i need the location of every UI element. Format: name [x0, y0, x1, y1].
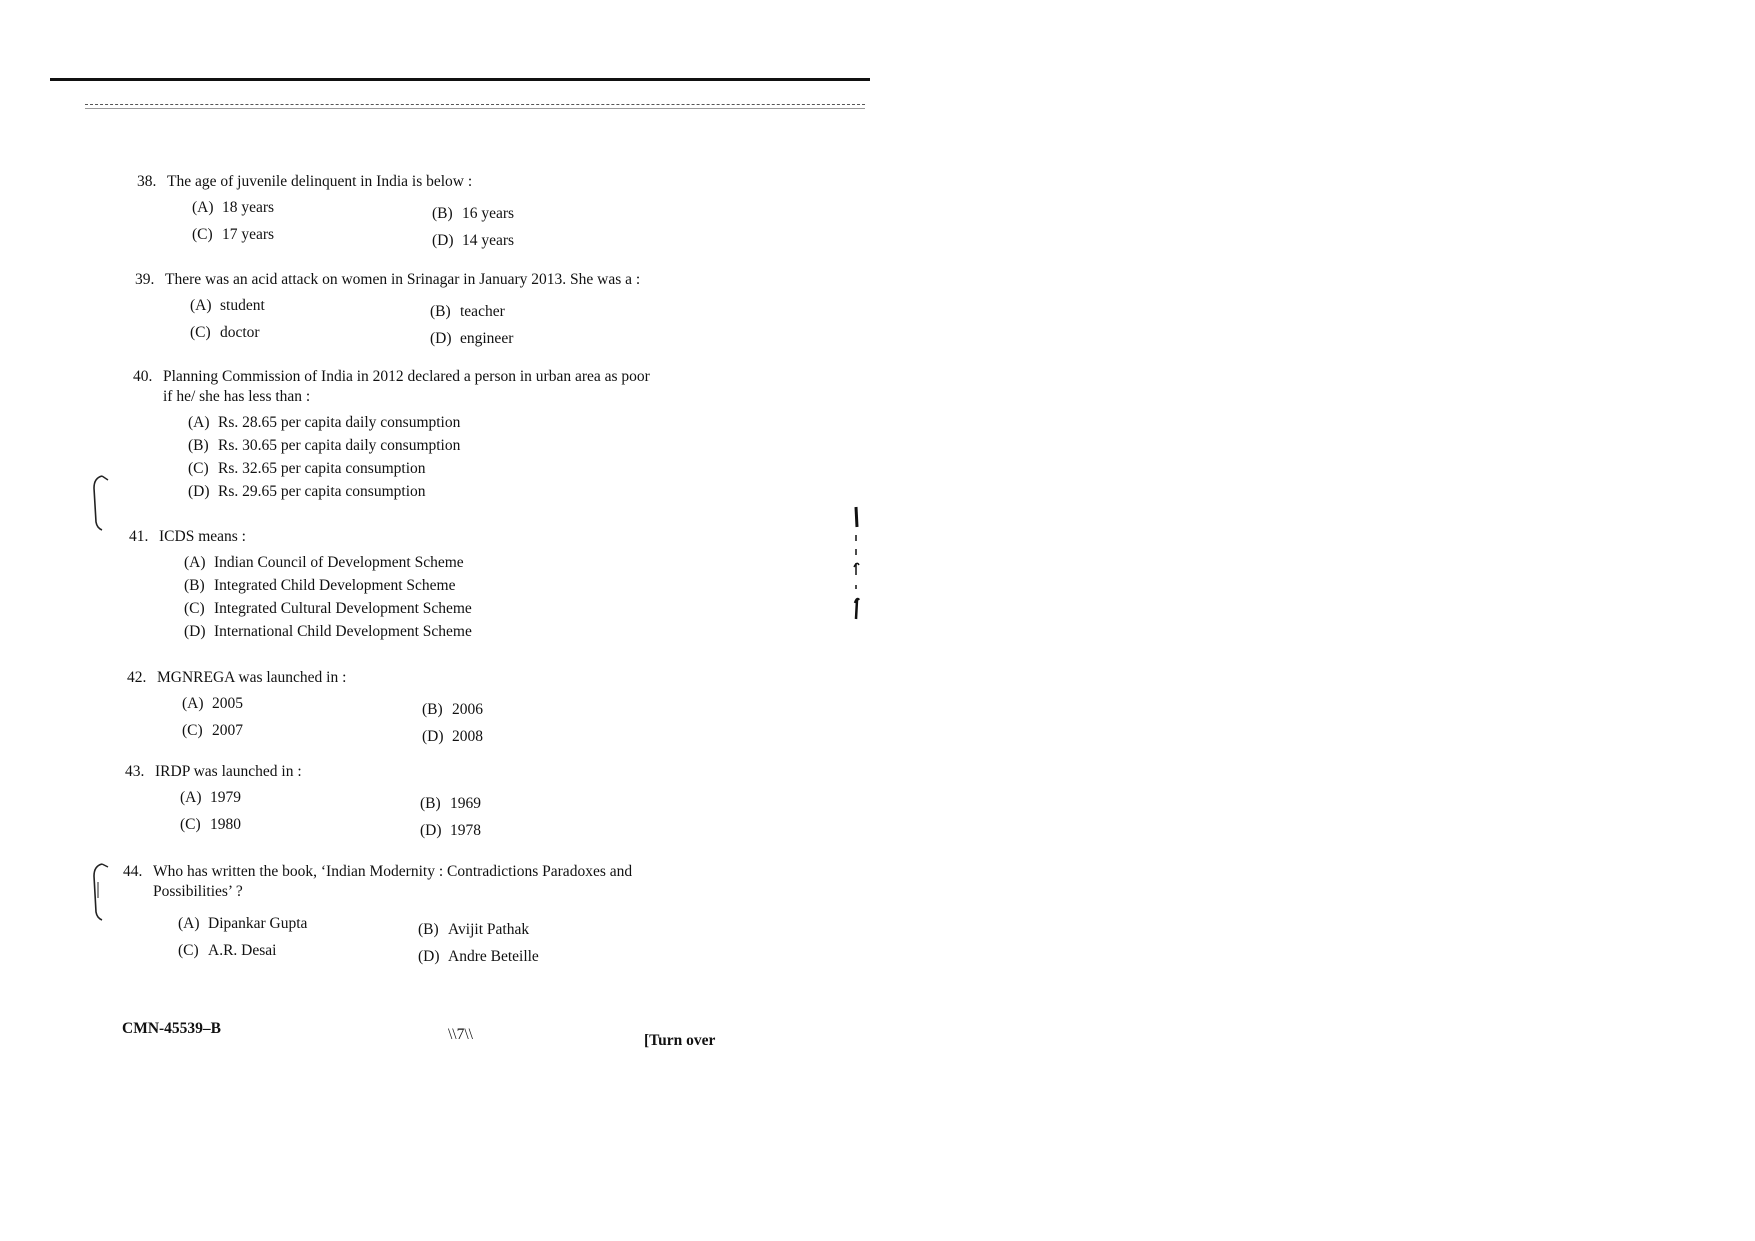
- option-c: (C) doctor: [190, 323, 260, 341]
- option-b: (B) 2006: [422, 700, 483, 718]
- question-number: 44.: [123, 863, 143, 880]
- option-b: (B) Avijit Pathak: [418, 920, 530, 938]
- option-a: (A) Rs. 28.65 per capita daily consumption: [188, 413, 461, 431]
- question-42: [127, 668, 622, 745]
- question-number: 38.: [137, 173, 157, 190]
- margin-bracket-mark: [88, 862, 112, 922]
- top-rule: [50, 78, 870, 81]
- option-d: (D) 2008: [422, 727, 483, 745]
- option-d: (D) Rs. 29.65 per capita consumption: [188, 482, 426, 500]
- option-c: (C) 17 years: [192, 225, 275, 243]
- top-rule-thin: [85, 104, 865, 105]
- option-b: (B) Integrated Child Development Scheme: [184, 576, 456, 594]
- option-d: (D) 1978: [420, 821, 481, 839]
- question-text: MGNREGA was launched in :: [157, 669, 347, 686]
- question-44: [123, 862, 673, 965]
- question-text: ICDS means :: [159, 528, 246, 545]
- question-text: Planning Commission of India in 2012 declared a person in urban area as poor if he/ she has less than :: [163, 368, 650, 405]
- question-text: IRDP was launched in :: [155, 763, 302, 780]
- option-a: (A) Dipankar Gupta: [178, 914, 308, 932]
- option-c: (C) Integrated Cultural Development Scheme: [184, 599, 472, 617]
- option-c: (C) 1980: [180, 815, 241, 833]
- question-39: [135, 270, 641, 347]
- option-a: (A) 1979: [180, 788, 241, 806]
- option-b: (B) 16 years: [432, 204, 515, 222]
- turn-over-note: [Turn over: [644, 1032, 716, 1049]
- option-a: (A) 2005: [182, 694, 243, 712]
- option-d: (D) Andre Beteille: [418, 947, 539, 965]
- page-number: \\7\\: [448, 1026, 473, 1043]
- question-number: 40.: [133, 368, 153, 385]
- option-b: (B) 1969: [420, 794, 481, 812]
- question-text: The age of juvenile delinquent in India is below :: [167, 173, 473, 190]
- option-a: (A) Indian Council of Development Scheme: [184, 553, 464, 571]
- question-number: 41.: [129, 528, 149, 545]
- question-number: 43.: [125, 763, 145, 780]
- option-b: (B) teacher: [430, 302, 505, 320]
- question-43: [125, 762, 620, 839]
- option-d: (D) International Child Development Scheme: [184, 622, 472, 640]
- option-c: (C) A.R. Desai: [178, 941, 277, 959]
- option-b: (B) Rs. 30.65 per capita daily consumption: [188, 436, 461, 454]
- question-text: Who has written the book, ‘Indian Modernity : Contradictions Paradoxes and Possibilities’ ?: [153, 863, 633, 900]
- question-number: 42.: [127, 669, 147, 686]
- option-d: (D) engineer: [430, 329, 514, 347]
- edge-scan-mark: [848, 505, 864, 625]
- option-a: (A) 18 years: [192, 198, 275, 216]
- question-number: 39.: [135, 271, 155, 288]
- top-rule-thin-2: [85, 108, 865, 109]
- question-text: There was an acid attack on women in Srinagar in January 2013. She was a :: [165, 271, 641, 288]
- question-41: [129, 527, 472, 643]
- option-a: (A) student: [190, 296, 265, 314]
- paper-code: CMN-45539–B: [122, 1020, 222, 1037]
- question-38: [137, 172, 632, 249]
- option-c: (C) Rs. 32.65 per capita consumption: [188, 459, 426, 477]
- option-d: (D) 14 years: [432, 231, 515, 249]
- question-40: [133, 367, 663, 503]
- option-c: (C) 2007: [182, 721, 243, 739]
- margin-bracket-mark: [88, 474, 112, 532]
